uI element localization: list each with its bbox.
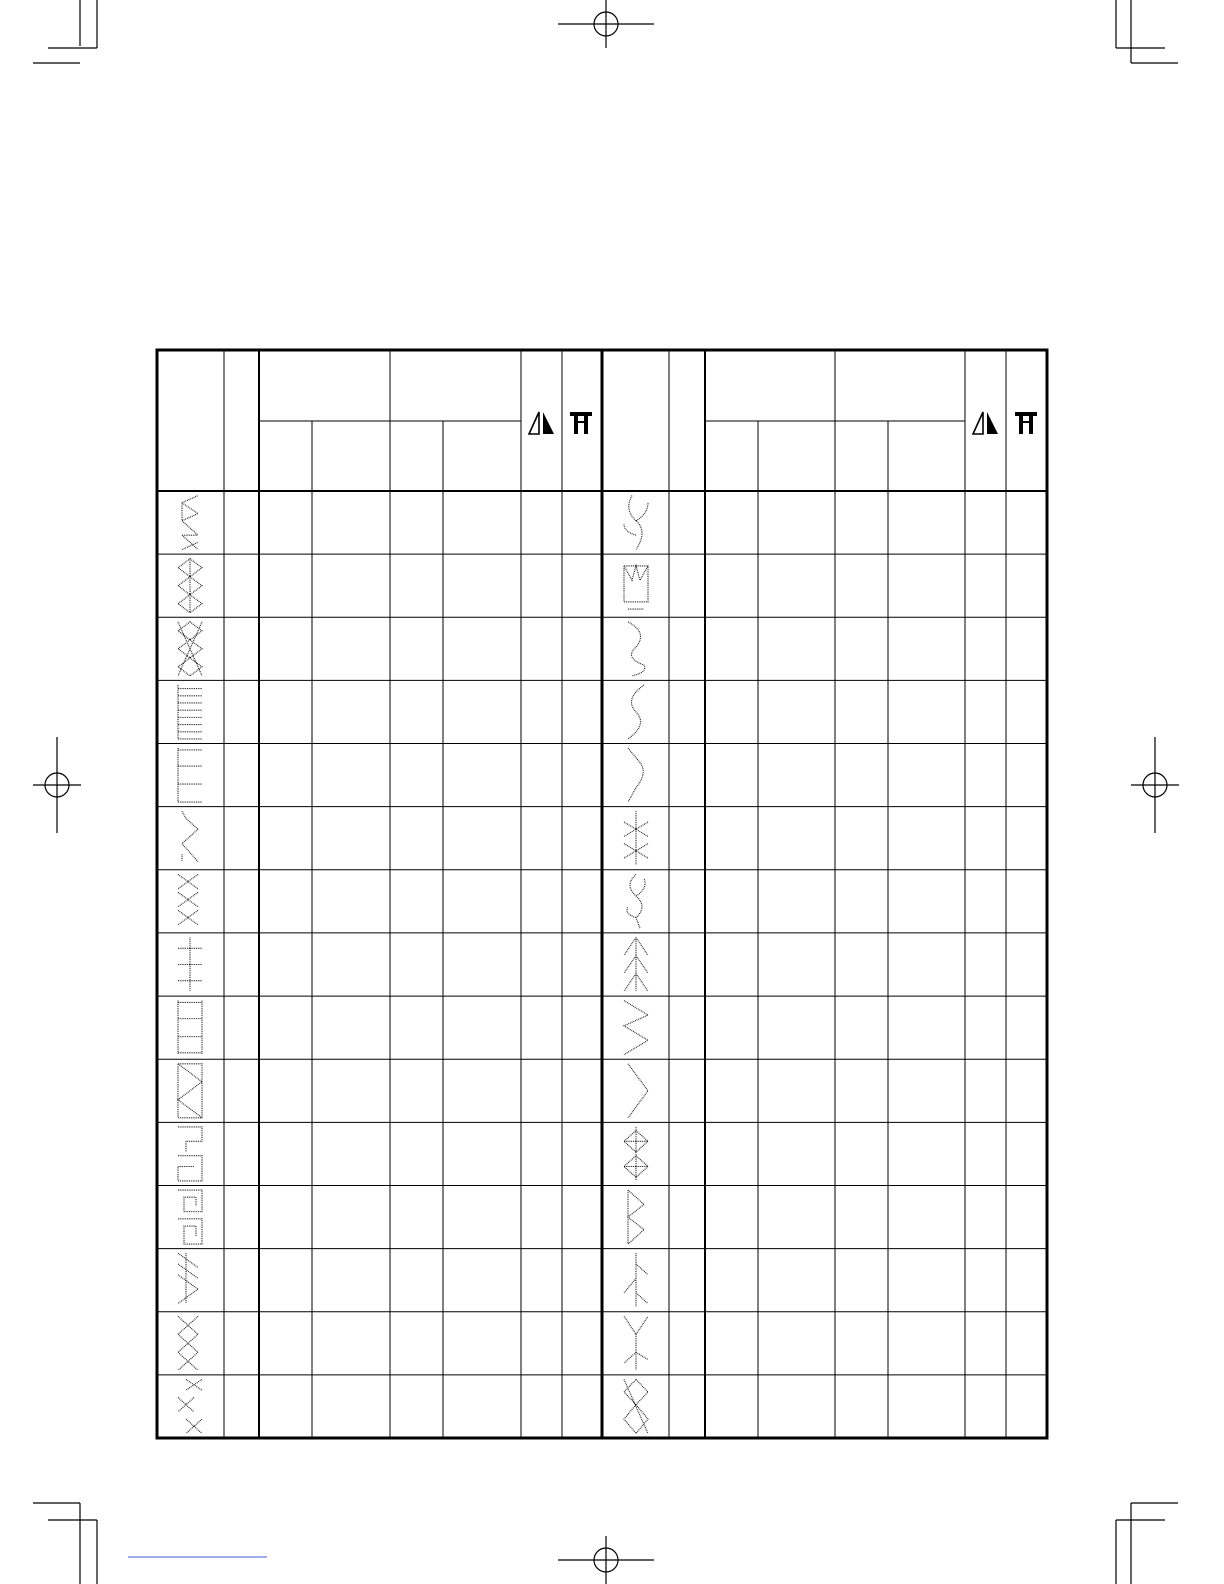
elongation-icon [1015,412,1037,434]
leaf-arrow-stitch-icon [182,496,198,550]
curved-arrow-stitch-icon [182,811,198,861]
greek-key-stitch-icon [178,1127,202,1181]
chain-diamond-stitch-icon [624,1379,648,1433]
elongation-icon [570,412,592,434]
s-curve-stitch-icon [628,685,644,739]
star-asterisk-stitch-icon [624,811,648,865]
diamond-cross-stitch-icon [624,1127,648,1181]
branch-stitch-icon [624,1253,648,1307]
vine-leaf-stitch-icon [624,496,648,550]
zigzag-box-stitch-icon [178,1064,202,1118]
mirror-image-icon [973,412,998,434]
double-diamond-lattice-stitch-icon [178,622,202,676]
satin-chevron-stitch-icon [628,1064,648,1118]
stitch-pattern-icons [178,496,648,1434]
satin-zigzag-stitch-icon [624,1001,648,1055]
arrow-tree-stitch-icon [624,938,648,992]
ladder-stitch-icon [178,1001,202,1055]
diamond-lattice-stitch-icon [178,559,202,613]
mirror-image-icon [529,412,554,434]
dense-comb-stitch-icon [178,685,202,739]
bow-knot-stitch-icon [628,1190,644,1244]
chevron-feather-stitch-icon [178,1253,198,1303]
spiral-key-stitch-icon [178,1190,202,1244]
scallop-curve-stitch-icon [628,748,643,802]
cross-stitch-icon [178,1316,198,1370]
wave-stitch-icon [628,622,645,676]
vine-curl-stitch-icon [627,874,645,928]
comb-stitch-icon [178,748,202,802]
tulip-stitch-icon [624,566,648,609]
table-header-icons [529,412,1037,434]
feather-branch-stitch-icon [178,938,202,992]
table-grid [157,350,1047,1438]
y-branch-stitch-icon [624,1316,648,1370]
zigzag-cross-stitch-icon [178,1379,202,1433]
cross-twist-stitch-icon [178,874,198,924]
